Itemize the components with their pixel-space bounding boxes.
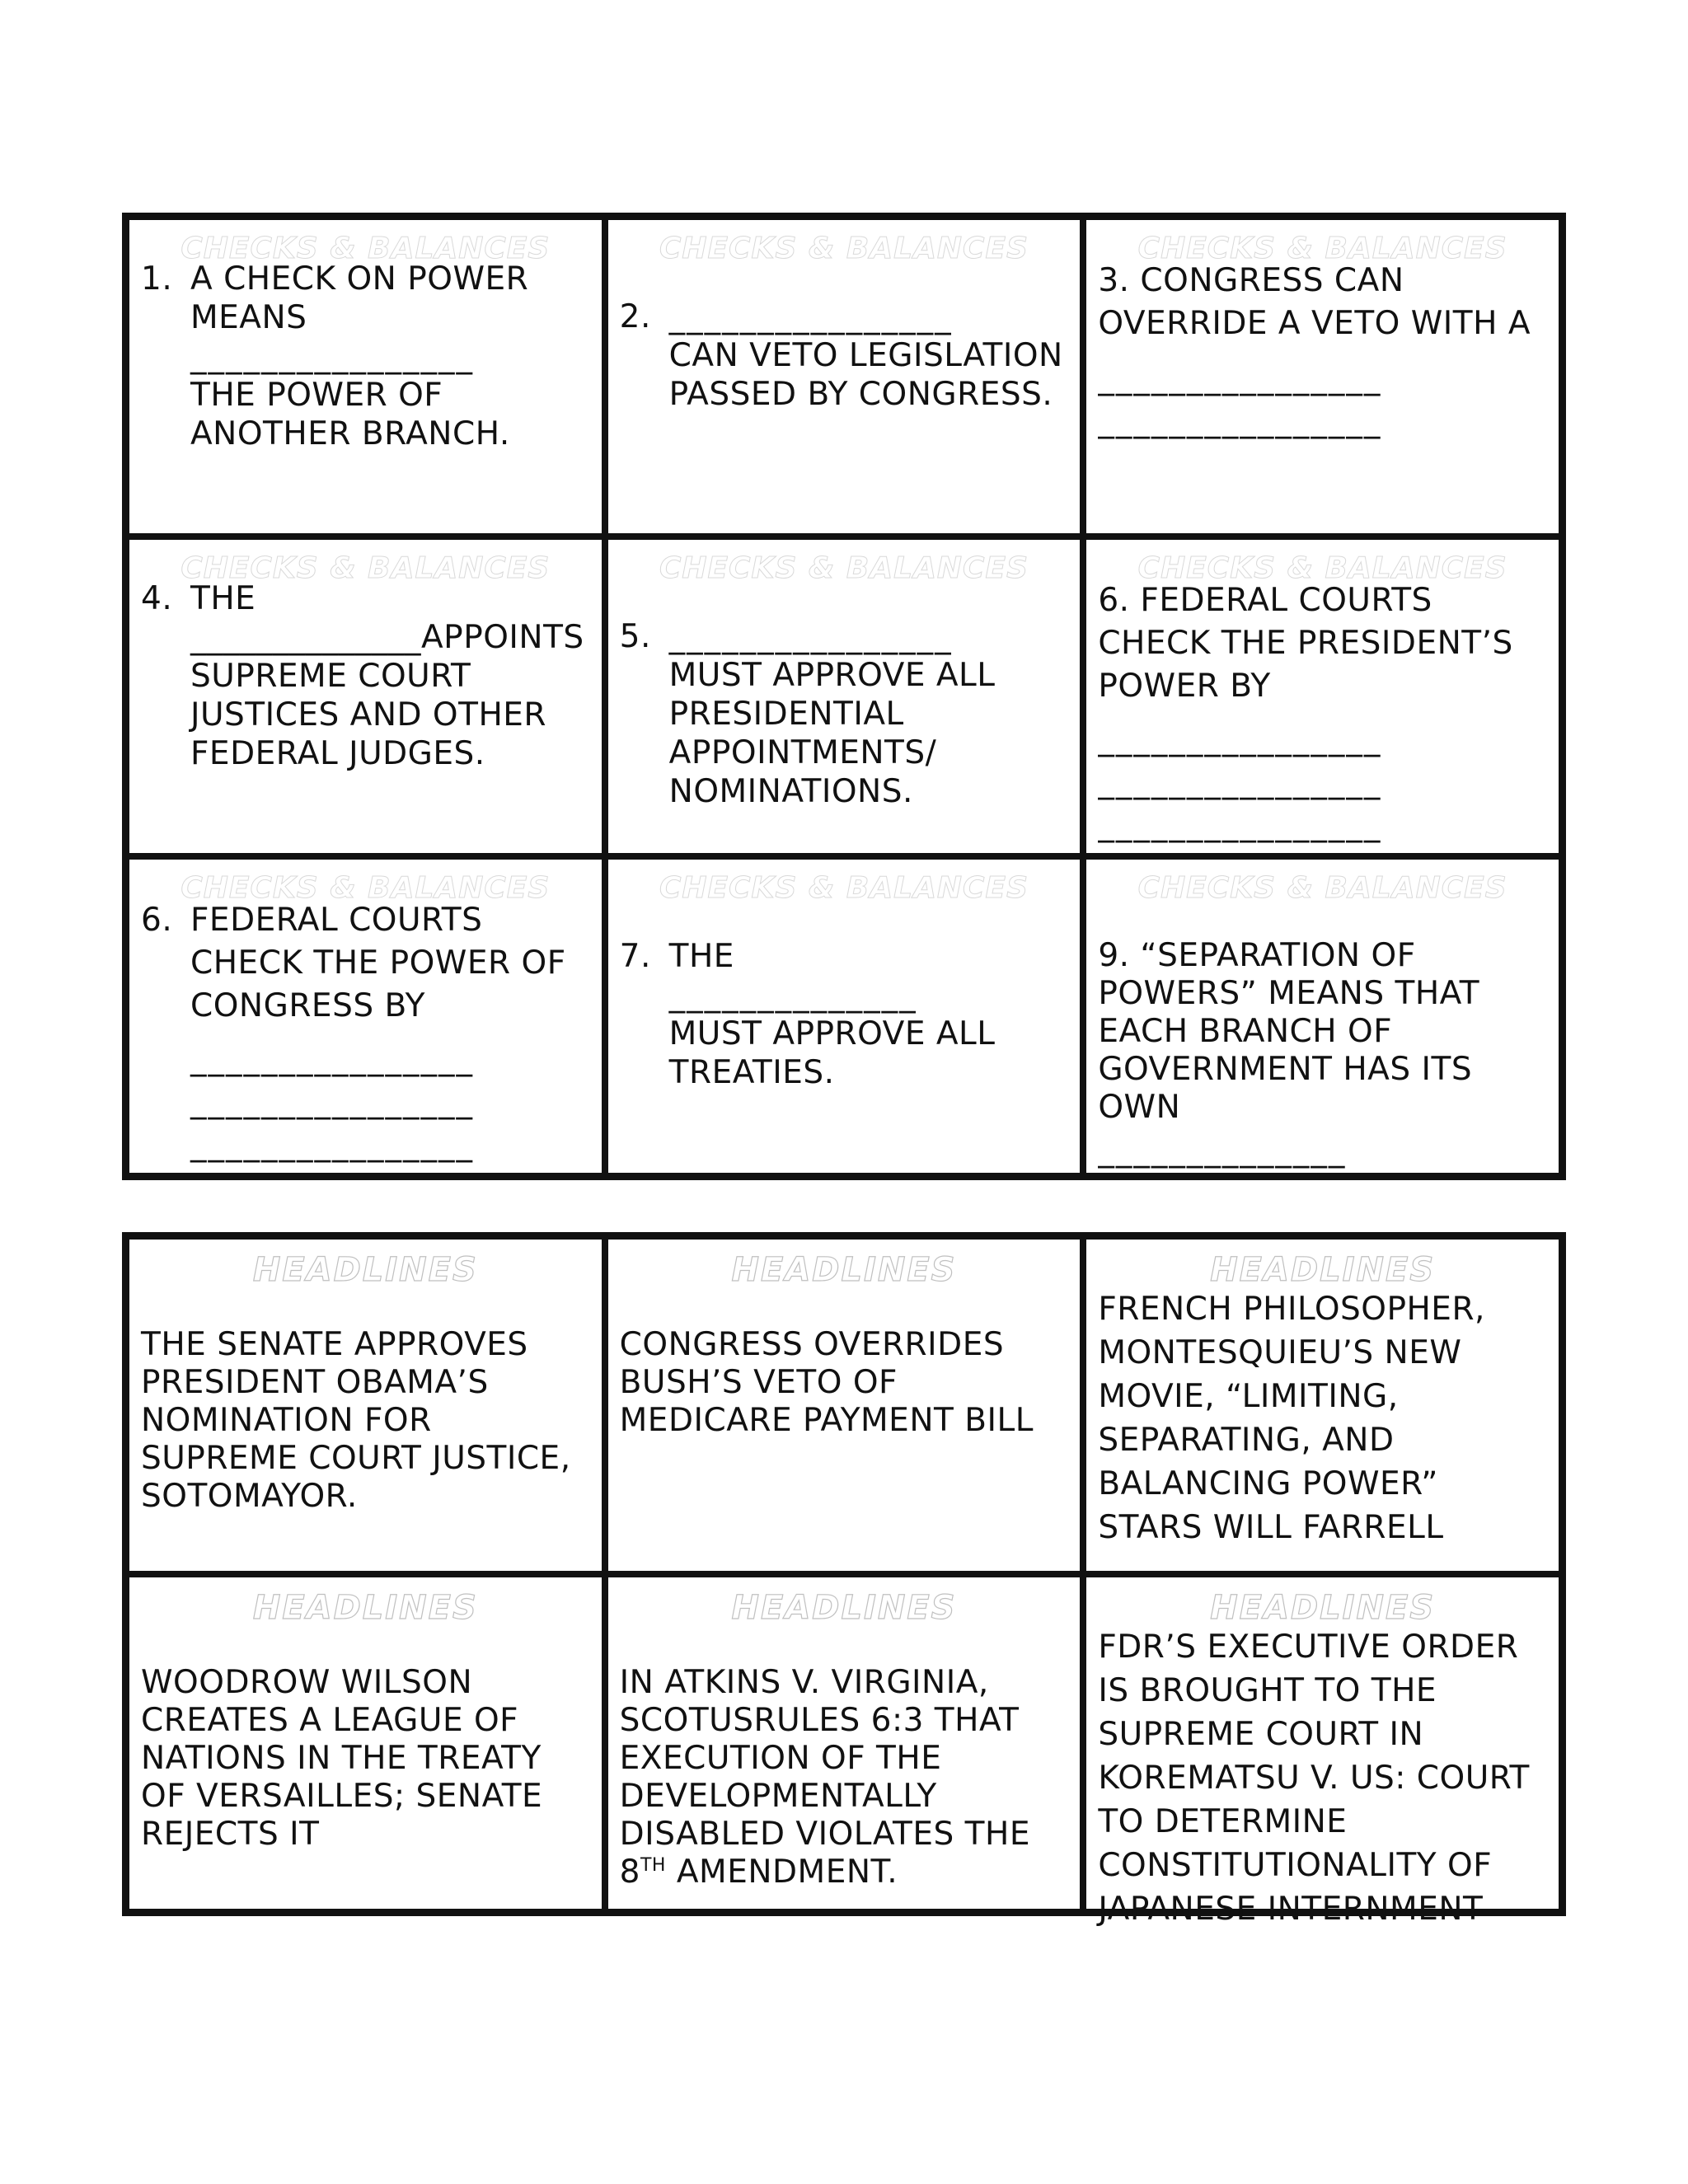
answer-blank: ________________	[1098, 763, 1382, 800]
question-number: 2.	[619, 298, 651, 335]
question-number: 7.	[619, 938, 651, 975]
card-header: CHECKS & BALANCES	[1137, 232, 1507, 265]
question-7	[620, 937, 1069, 1092]
question-number: 6.	[141, 902, 173, 939]
question-text	[190, 260, 590, 453]
question-text	[669, 617, 1069, 811]
question-9	[1098, 937, 1547, 1169]
card-header: CHECKS & BALANCES	[659, 232, 1029, 265]
card-header: CHECKS & BALANCES	[659, 551, 1029, 585]
check-card-3	[1086, 220, 1559, 533]
answer-blank: ________________	[190, 1040, 474, 1077]
headline-card-1	[129, 1240, 602, 1571]
question-text	[669, 937, 1069, 1092]
headline-card-2	[608, 1240, 1081, 1571]
card-header: CHECKS & BALANCES	[181, 871, 551, 905]
check-card-6b	[129, 860, 602, 1173]
question-number: 5.	[619, 618, 651, 655]
question-text-line: THE POWER OF ANOTHER BRANCH.	[190, 377, 510, 452]
headline-text: FRENCH PHILOSOPHER, MONTESQUIEU’S NEW MOVIE, “LIMITING, SEPARATING, AND BALANCING POWER” STARS WILL FARRELL	[1098, 1291, 1485, 1546]
answer-blank: ________________	[1098, 720, 1382, 757]
answer-blank: ________________	[1098, 806, 1382, 843]
question-4	[141, 579, 590, 773]
card-header: HEADLINES	[252, 1251, 478, 1289]
question-text-line: THE	[190, 580, 256, 617]
answer-blank: ________________	[668, 618, 953, 655]
question-text-line: CAN VETO LEGISLATION PASSED BY CONGRESS.	[668, 337, 1063, 413]
answer-blank: ________________	[190, 1126, 474, 1163]
check-card-2	[608, 220, 1081, 533]
headline-text: THE SENATE APPROVES PRESIDENT OBAMA’S NOMINATION FOR SUPREME COURT JUSTICE, SOTOMAYOR.	[141, 1326, 571, 1515]
card-header: HEADLINES	[1210, 1589, 1436, 1627]
card-header: HEADLINES	[731, 1589, 957, 1627]
question-text-line: FEDERAL COURTS CHECK THE POWER OF CONGRESS BY	[190, 902, 566, 1024]
check-card-5	[608, 540, 1081, 853]
checks-balances-card-grid	[122, 213, 1566, 1180]
answer-blank: ________________	[1098, 359, 1382, 396]
headline-text	[620, 1664, 1069, 1891]
question-2	[620, 298, 1069, 414]
answer-blank: ________________	[190, 338, 474, 375]
check-card-6a	[1086, 540, 1559, 853]
answer-blank: ________________	[668, 298, 953, 335]
question-text: 3. CONGRESS CAN OVERRIDE A VETO WITH A	[1098, 262, 1531, 342]
headline-card-4	[129, 1577, 602, 1909]
question-text: 6. FEDERAL COURTS CHECK THE PRESIDENT’S POWER BY	[1098, 582, 1513, 705]
question-text-line: ______________APPOINTS SUPREME COURT JUSTICES AND OTHER FEDERAL JUDGES.	[190, 619, 584, 772]
headline-text-end: AMENDMENT.	[665, 1854, 898, 1891]
headline-card-3	[1086, 1240, 1559, 1571]
headlines-card-grid	[122, 1232, 1566, 1928]
answer-blank: ________________	[1098, 402, 1382, 439]
question-text-line: MUST APPROVE ALL TREATIES.	[668, 1015, 996, 1091]
card-header: CHECKS & BALANCES	[659, 871, 1029, 905]
question-text	[669, 298, 1069, 414]
card-header: CHECKS & BALANCES	[181, 551, 551, 585]
headline-text: CONGRESS OVERRIDES BUSH’S VETO OF MEDICARE PAYMENT BILL	[619, 1326, 1034, 1439]
headline-card-6	[1086, 1577, 1559, 1928]
answer-blank: ______________	[668, 977, 917, 1014]
headline-text-main: IN ATKINS V. VIRGINIA, SCOTUSRULES 6:3 THAT EXECUTION OF THE DEVELOPMENTALLY DISABLED VIOLATES THE 8	[619, 1664, 1030, 1891]
ordinal-suffix: TH	[640, 1855, 666, 1876]
question-text: 9. “SEPARATION OF POWERS” MEANS THAT EACH BRANCH OF GOVERNMENT HAS ITS OWN	[1098, 937, 1480, 1126]
card-header: HEADLINES	[731, 1251, 957, 1289]
question-1	[141, 260, 590, 453]
check-card-9	[1086, 860, 1559, 1173]
question-6b	[141, 899, 590, 1166]
card-header: CHECKS & BALANCES	[1137, 551, 1507, 585]
card-header: HEADLINES	[252, 1589, 478, 1627]
check-card-7	[608, 860, 1081, 1173]
question-text-line: THE	[668, 938, 734, 975]
check-card-1	[129, 220, 602, 533]
headline-text: WOODROW WILSON CREATES A LEAGUE OF NATIONS IN THE TREATY OF VERSAILLES; SENATE REJECTS IT	[141, 1664, 543, 1853]
question-text-line: MUST APPROVE ALL PRESIDENTIAL APPOINTMENTS/ NOMINATIONS.	[668, 657, 996, 810]
question-number: 1.	[141, 260, 173, 298]
question-text	[190, 579, 590, 773]
card-header: CHECKS & BALANCES	[1137, 871, 1507, 905]
check-card-4	[129, 540, 602, 853]
question-6a	[1098, 579, 1547, 846]
question-text	[190, 899, 590, 1166]
question-5	[620, 617, 1069, 811]
answer-blank: ________________	[190, 1083, 474, 1120]
question-3	[1098, 260, 1547, 443]
card-header: CHECKS & BALANCES	[181, 232, 551, 265]
card-header: HEADLINES	[1210, 1251, 1436, 1289]
headline-text: FDR’S EXECUTIVE ORDER IS BROUGHT TO THE SUPREME COURT IN KOREMATSU V. US: COURT TO DETERMINE CONSTITUTIONALITY OF JAPANESE INTERNMENT	[1098, 1629, 1530, 1928]
answer-blank: ______________	[1098, 1132, 1347, 1169]
question-number: 4.	[141, 580, 173, 617]
question-text-line: A CHECK ON POWER MEANS	[190, 260, 529, 336]
headline-card-5	[608, 1577, 1081, 1909]
